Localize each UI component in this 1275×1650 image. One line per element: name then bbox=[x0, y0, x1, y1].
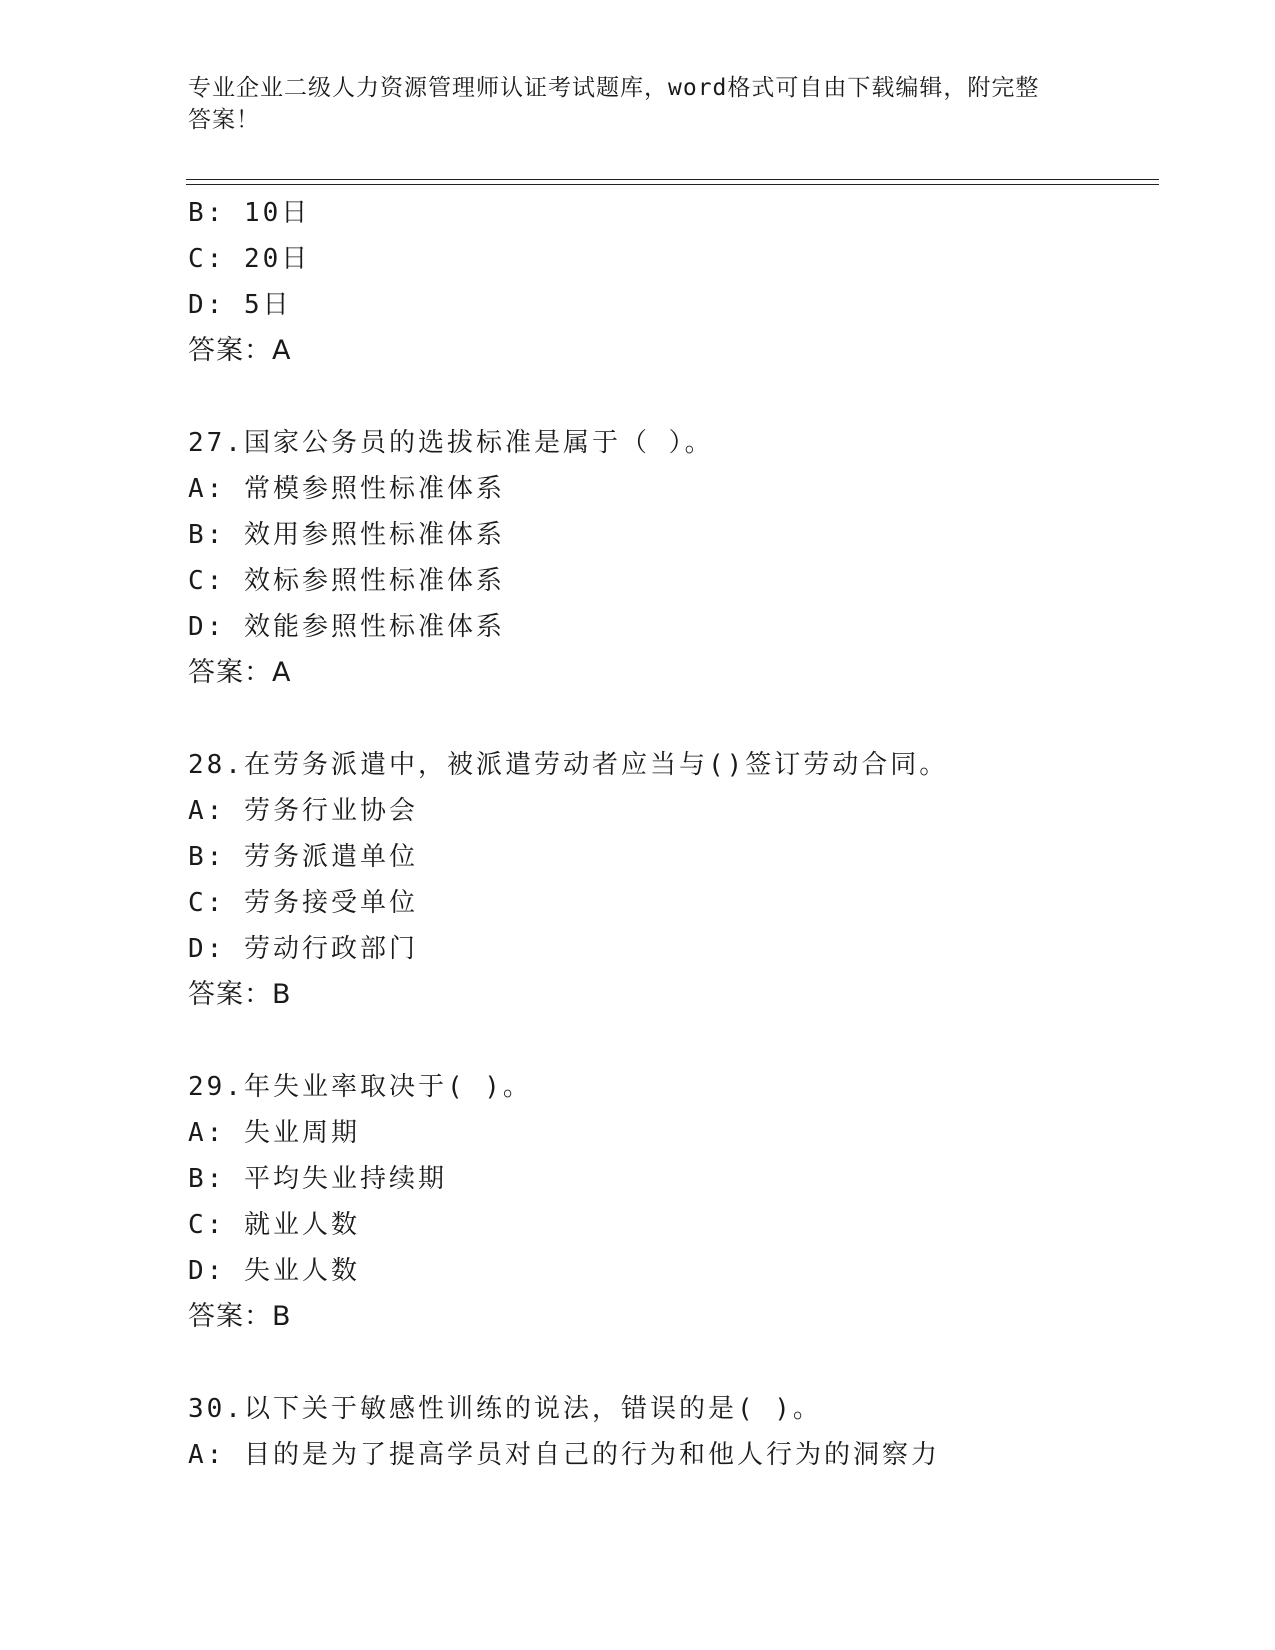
option-c: C: 劳务接受单位 bbox=[188, 888, 418, 918]
question-28 bbox=[188, 742, 1168, 1018]
option-d: D: 失业人数 bbox=[188, 1256, 360, 1286]
question-stem: 30.以下关于敏感性训练的说法，错误的是( )。 bbox=[188, 1394, 822, 1424]
option-a: A: 失业周期 bbox=[188, 1118, 360, 1148]
header-line-2: 答案！ bbox=[188, 107, 260, 133]
question-30 bbox=[188, 1386, 1168, 1478]
header-divider-top bbox=[186, 179, 1159, 180]
question-stem: 28.在劳务派遣中，被派遣劳动者应当与()签订劳动合同。 bbox=[188, 750, 949, 780]
option-c: C: 效标参照性标准体系 bbox=[188, 566, 505, 596]
header-line-1: 专业企业二级人力资源管理师认证考试题库，word格式可自由下载编辑，附完整 bbox=[188, 75, 1040, 101]
option-a: A: 劳务行业协会 bbox=[188, 796, 418, 826]
option-b: B: 平均失业持续期 bbox=[188, 1164, 447, 1194]
question-26-continued bbox=[188, 190, 1168, 374]
question-stem: 27.国家公务员的选拔标准是属于（ ）。 bbox=[188, 428, 714, 458]
option-c: C: 20日 bbox=[188, 244, 311, 274]
question-29 bbox=[188, 1064, 1168, 1340]
answer-line: 答案：A bbox=[188, 335, 292, 366]
option-a: A: 目的是为了提高学员对自己的行为和他人行为的洞察力 bbox=[188, 1440, 940, 1470]
option-d: D: 劳动行政部门 bbox=[188, 934, 418, 964]
option-b: B: 劳务派遣单位 bbox=[188, 842, 418, 872]
question-list bbox=[188, 190, 1168, 1478]
answer-line: 答案：A bbox=[188, 657, 292, 688]
document-header bbox=[188, 72, 1088, 136]
answer-line: 答案：B bbox=[188, 979, 292, 1010]
option-b: B: 10日 bbox=[188, 198, 311, 228]
answer-line: 答案：B bbox=[188, 1301, 292, 1332]
header-divider-bottom bbox=[186, 184, 1159, 185]
option-d: D: 效能参照性标准体系 bbox=[188, 612, 505, 642]
option-a: A: 常模参照性标准体系 bbox=[188, 474, 505, 504]
question-27 bbox=[188, 420, 1168, 696]
option-b: B: 效用参照性标准体系 bbox=[188, 520, 505, 550]
question-stem: 29.年失业率取决于( )。 bbox=[188, 1072, 532, 1102]
option-d: D: 5日 bbox=[188, 290, 292, 320]
option-c: C: 就业人数 bbox=[188, 1210, 360, 1240]
